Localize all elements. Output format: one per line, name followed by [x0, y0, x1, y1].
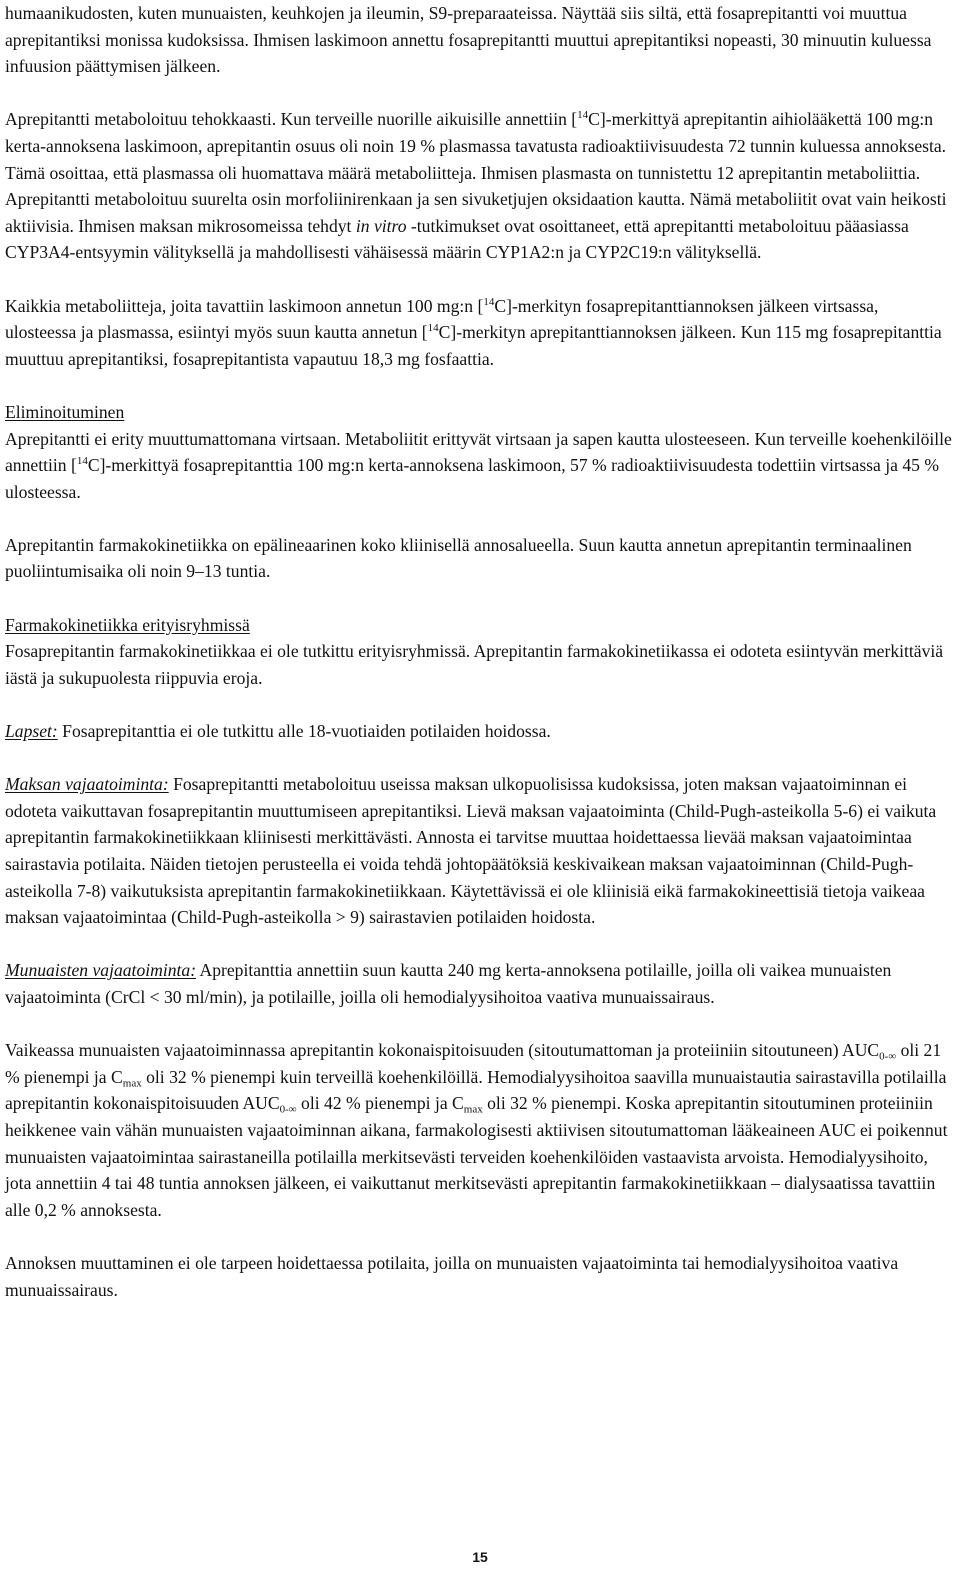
- section-heading-elimination: [5, 399, 953, 426]
- paragraph-renal: [5, 957, 953, 1010]
- subheading-children: Lapset:: [5, 721, 58, 742]
- paragraph-text: C]-merkittyä fosaprepitanttia 100 mg:n kerta-annoksena laskimoon, 57 % radioaktiivisuudesta todettiin virtsassa ja 45 % ulosteessa.: [5, 455, 939, 502]
- section-heading-special-groups: [5, 612, 953, 639]
- paragraph-text: oli 32 % pienempi kuin terveillä koehenkilöillä. Hemodialyysihoitoa saavilla munuaistautia sairastavilla potilailla aprepitantin kokonaispitoisuuden AUC: [5, 1066, 947, 1114]
- paragraph-text: Aprepitantti metaboloituu tehokkaasti. Kun terveille nuorille aikuisille annettiin [: [5, 109, 578, 130]
- paragraph-elimination: [5, 426, 953, 506]
- heading-text: Farmakokinetiikka erityisryhmissä: [5, 614, 250, 635]
- paragraph-text: Fosaprepitantin farmakokinetiikkaa ei ole tutkittu erityisryhmissä. Aprepitantin farmakokinetiikassa ei odoteta esiintyvän merkittäviä iästä ja sukupuolesta riippuvia eroja.: [5, 641, 944, 688]
- heading-text: Eliminoituminen: [5, 401, 125, 422]
- paragraph-dose-adjustment: [5, 1250, 953, 1303]
- paragraph-renal-pk: [5, 1037, 953, 1223]
- paragraph-text: Aprepitantin farmakokinetiikka on epälineaarinen koko kliinisellä annosalueella. Suun kautta annetun aprepitantin terminaalinen puoliintumisaika oli noin 9–13 tuntia.: [5, 534, 912, 582]
- paragraph-text: C]-merkityn aprepitanttiannoksen jälkeen. Kun 115 mg fosaprepitanttia muuttuu aprepitantiksi, fosaprepitantista vapautuu 18,3 mg fosfaattia.: [5, 322, 942, 369]
- paragraph-text: Aprepitanttia annettiin suun kautta 240 mg kerta-annoksena potilaille, joilla oli vaikea munuaisten vajaatoiminta (CrCl < 30 ml/min), ja potilaille, joilla oli hemodialyysihoitoa vaativa munuaissairaus.: [5, 960, 892, 1007]
- subheading-renal: Munuaisten vajaatoiminta:: [5, 960, 197, 981]
- paragraph-text: Vaikeassa munuaisten vajaatoiminnassa aprepitantin kokonaispitoisuuden (sitoutumattoman ja proteiiniin sitoutuneen) AUC: [5, 1040, 880, 1061]
- paragraph-text: Kaikkia metaboliitteja, joita tavattiin laskimoon annetun 100 mg:n [: [5, 295, 484, 316]
- in-vitro-term: in vitro: [355, 215, 407, 236]
- paragraph-text: oli 32 % pienempi. Koska aprepitantin sitoutuminen proteiiniin heikkenee vain vähän munuaisten vajaatoiminnan aikana, farmakologisesti aktiivisen sitoutumattoman lääkeaineen AUC ei poikennut munuaisten vajaatoimintaa sairastaneilla potilailla merkitsevästi terveiden koehenkilöiden vastaavista arvoista. Hemodialyysihoito, jota annettiin 4 tai 48 tuntia annoksen jälkeen, ei vaikuttanut merkitsevästi aprepitantin farmakokinetiikkaan – dialysaatissa tavattiin alle 0,2 % annoksesta.: [5, 1093, 948, 1220]
- paragraph-half-life: [5, 532, 953, 585]
- cmax-subscript: max: [122, 1077, 142, 1090]
- paragraph-metabolism: [5, 106, 953, 266]
- paragraph-text: Aprepitantti ei erity muuttumattomana virtsaan. Metaboliitit erittyvät virtsaan ja sapen kautta ulosteeseen. Kun terveille koehenkilöille annettiin [: [5, 428, 952, 476]
- paragraph-text: Annoksen muuttaminen ei ole tarpeen hoidettaessa potilaita, joilla on munuaisten vajaatoiminta tai hemodialyysihoitoa vaativa munuaissairaus.: [5, 1252, 899, 1300]
- auc-subscript: 0-∞: [879, 1050, 897, 1063]
- isotope-superscript: 14: [577, 109, 589, 122]
- paragraph-text: Fosaprepitantti metaboloituu useissa maksan ulkopuolisissa kudoksissa, joten maksan vajaatoiminnan ei odoteta vaikuttavan fosaprepitantin muuttumiseen aprepitantiksi. Lievä maksan vajaatoiminta (Child-Pugh-asteikolla 5-6) ei vaikuta aprepitantin farmakokinetiikkaan kliinisesti merkittävästi. Annosta ei tarvitse muuttaa hoidettaessa lievää maksan vajaatoimintaa sairastavia potilaita. Näiden tietojen perusteella ei voida tehdä johtopäätöksiä keskivaikean maksan vajaatoiminnan (Child-Pugh-asteikolla 7-8) vaikutuksista aprepitantin farmakokinetiikkaan. Käytettävissä ei ole kliinisiä eikä farmakokineettisiä tietoja vaikeaa maksan vajaatoimintaa (Child-Pugh-asteikolla > 9) sairastavien potilaiden hoidosta.: [5, 774, 937, 928]
- auc-subscript: 0-∞: [279, 1103, 297, 1116]
- isotope-superscript: 14: [427, 321, 439, 334]
- paragraph-children: [5, 718, 953, 745]
- isotope-superscript: 14: [483, 295, 495, 308]
- document-body: [5, 0, 953, 1303]
- paragraph-special-groups: [5, 638, 953, 691]
- paragraph-text: oli 42 % pienempi ja C: [296, 1093, 464, 1114]
- paragraph-text: C]-merkityn fosaprepitanttiannoksen jälkeen virtsassa, ulosteessa ja plasmassa, esiintyi myös suun kautta annetun [: [5, 295, 879, 343]
- cmax-subscript: max: [463, 1103, 483, 1116]
- paragraph-text: -tutkimukset ovat osoittaneet, että aprepitantti metaboloituu pääasiassa CYP3A4-entsyymin välityksellä ja mahdollisesti vähäisessä määrin CYP1A2:n ja CYP2C19:n välityksellä.: [5, 215, 909, 263]
- isotope-superscript: 14: [76, 454, 88, 467]
- paragraph-text: C]-merkittyä aprepitantin aihiolääkettä 100 mg:n kerta-annoksena laskimoon, aprepitantin osuus oli noin 19 % plasmassa tavatusta radioaktiivisuudesta 72 tunnin kuluessa annoksesta. Tämä osoittaa, että plasmassa oli huomattava määrä metaboliitteja. Ihmisen plasmasta on tunnistettu 12 aprepitantin metaboliittia. Aprepitantti metaboloituu suurelta osin morfoliinirenkaan ja sen sivuketjujen oksidaation kautta. Nämä metaboliitit ovat vain heikosti aktiivisia. Ihmisen maksan mikrosomeissa tehdyt: [5, 109, 947, 236]
- paragraph-text: oli 21 % pienempi ja C: [5, 1040, 942, 1087]
- paragraph-text: humaanikudosten, kuten munuaisten, keuhkojen ja ileumin, S9-preparaateissa. Näyttää siis siltä, että fosaprepitantti voi muuttua aprepitantiksi monissa kudoksissa. Ihmisen laskimoon annettu fosaprepitantti muuttui aprepitantiksi nopeasti, 30 minuutin kuluessa infuusion päättymisen jälkeen.: [5, 3, 932, 77]
- subheading-hepatic: Maksan vajaatoiminta:: [5, 774, 169, 795]
- paragraph-hepatic: [5, 771, 953, 931]
- page-number: 15: [472, 1549, 488, 1565]
- paragraph-metabolites: [5, 293, 953, 373]
- paragraph-text: Fosaprepitanttia ei ole tutkittu alle 18-vuotiaiden potilaiden hoidossa.: [57, 721, 551, 742]
- paragraph-conversion: [5, 0, 953, 80]
